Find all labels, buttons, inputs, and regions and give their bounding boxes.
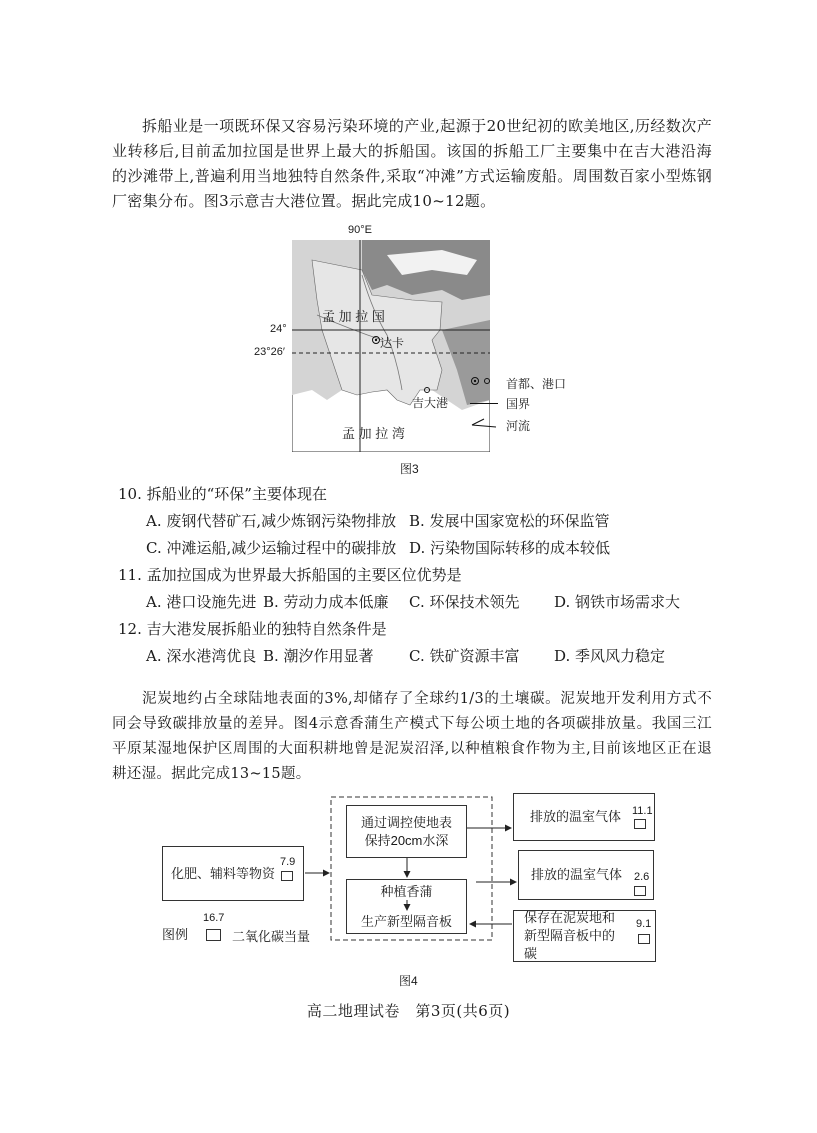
- diagram-legend-title: 图例: [162, 927, 189, 942]
- map-port-label: 吉大港: [412, 396, 449, 410]
- legend-border: 国界: [506, 397, 531, 411]
- passage-shipbreaking: 拆船业是一项既环保又容易污染环境的产业,起源于20世纪初的欧美地区,历经数次产业转移后,目前孟加拉国是世界上最大的拆船国。该国的拆船工厂主要集中在吉大港沿海的沙滩带上,普遍利用当地独特自然条件,采取“冲滩”方式运输废船。周围数百家小型炼钢厂密集分布。图3示意吉大港位置。据此完成10~12题。: [112, 117, 712, 210]
- q10-option-d[interactable]: D. 污染物国际转移的成本较低: [409, 539, 611, 557]
- q10-option-c[interactable]: C. 冲滩运船,减少运输过程中的碳排放: [146, 539, 397, 557]
- emission-out1-label: 排放的温室气体: [530, 809, 622, 824]
- stored-carbon-value: 9.1: [636, 918, 652, 930]
- q11-option-a[interactable]: A. 港口设施先进: [146, 593, 257, 611]
- emission-out2-label: 排放的温室气体: [531, 867, 623, 882]
- map-capital-label: 达卡: [380, 336, 405, 350]
- border-line-icon: [470, 403, 498, 404]
- emission-out2-value-box: [634, 886, 646, 896]
- q11-option-c[interactable]: C. 环保技术领先: [409, 593, 520, 611]
- question-11: 11. 孟加拉国成为世界最大拆船国的主要区位优势是: [118, 566, 462, 584]
- input-materials-label: 化肥、辅料等物资: [171, 865, 276, 881]
- stored-carbon-box: [513, 910, 656, 962]
- water-control-box: [346, 805, 467, 858]
- diagram-legend-box: [206, 929, 221, 941]
- question-10: 10. 拆船业的“环保”主要体现在: [118, 485, 327, 503]
- emission-out2-value: 2.6: [634, 871, 650, 883]
- map-lat2-label: 23°26′: [254, 346, 285, 358]
- q10-option-b[interactable]: B. 发展中国家宽松的环保监管: [409, 512, 610, 530]
- q12-option-b[interactable]: B. 潮汐作用显著: [263, 647, 374, 665]
- page-footer: 高二地理试卷 第3页(共6页): [306, 1002, 511, 1020]
- cattail-production-box: [346, 879, 467, 934]
- legend-river: 河流: [506, 419, 531, 433]
- q10-option-a[interactable]: A. 废钢代替矿石,减少炼钢污染物排放: [146, 512, 397, 530]
- input-materials-value-box: [281, 871, 293, 881]
- diagram-legend-label: 二氧化碳当量: [232, 929, 311, 944]
- emission-out1-value-box: [634, 819, 646, 829]
- water-control-label: 通过调控使地表保持20cm水深: [360, 814, 452, 848]
- q12-option-a[interactable]: A. 深水港湾优良: [146, 647, 257, 665]
- input-materials-value: 7.9: [280, 856, 296, 868]
- map-bay-label: 孟 加 拉 湾: [342, 426, 405, 441]
- figure3-caption: 图3: [400, 462, 419, 476]
- map-figure: [292, 224, 490, 452]
- question-12: 12. 吉大港发展拆船业的独特自然条件是: [118, 620, 387, 638]
- q11-option-d[interactable]: D. 钢铁市场需求大: [554, 593, 681, 611]
- river-icon: [470, 417, 500, 434]
- map-country-label: 孟 加 拉 国: [322, 309, 385, 324]
- stored-carbon-label: 保存在泥炭地和新型隔音板中的碳: [524, 910, 616, 961]
- legend-capital-port: 首都、港口: [506, 377, 567, 391]
- diagram-legend-value: 16.7: [203, 912, 225, 924]
- passage-peatland: 泥炭地约占全球陆地表面的3%,却储存了全球约1/3的土壤碳。泥炭地开发利用方式不同会导致碳排放量的差异。图4示意香蒲生产模式下每公顷土地的各项碳排放量。我国三江平原某湿地保护区周围的大面积耕地曾是泥炭沼泽,以种植粮食作物为主,目前该地区正在退耕还湿。据此完成13~15题。: [112, 691, 712, 782]
- emission-out1-value: 11.1: [632, 805, 653, 817]
- emission-out1-box: [513, 793, 655, 841]
- q11-option-b[interactable]: B. 劳动力成本低廉: [263, 593, 389, 611]
- soundboard-label: 生产新型隔音板: [360, 913, 452, 929]
- stored-carbon-value-box: [638, 934, 650, 944]
- cattail-planting-label: 种植香蒲: [380, 883, 433, 899]
- map-lon-label: 90°E: [348, 224, 372, 236]
- q12-option-d[interactable]: D. 季风风力稳定: [554, 647, 666, 665]
- map-lat1-label: 24°: [270, 323, 287, 335]
- figure4-caption: 图4: [399, 974, 418, 988]
- q12-option-c[interactable]: C. 铁矿资源丰富: [409, 647, 520, 665]
